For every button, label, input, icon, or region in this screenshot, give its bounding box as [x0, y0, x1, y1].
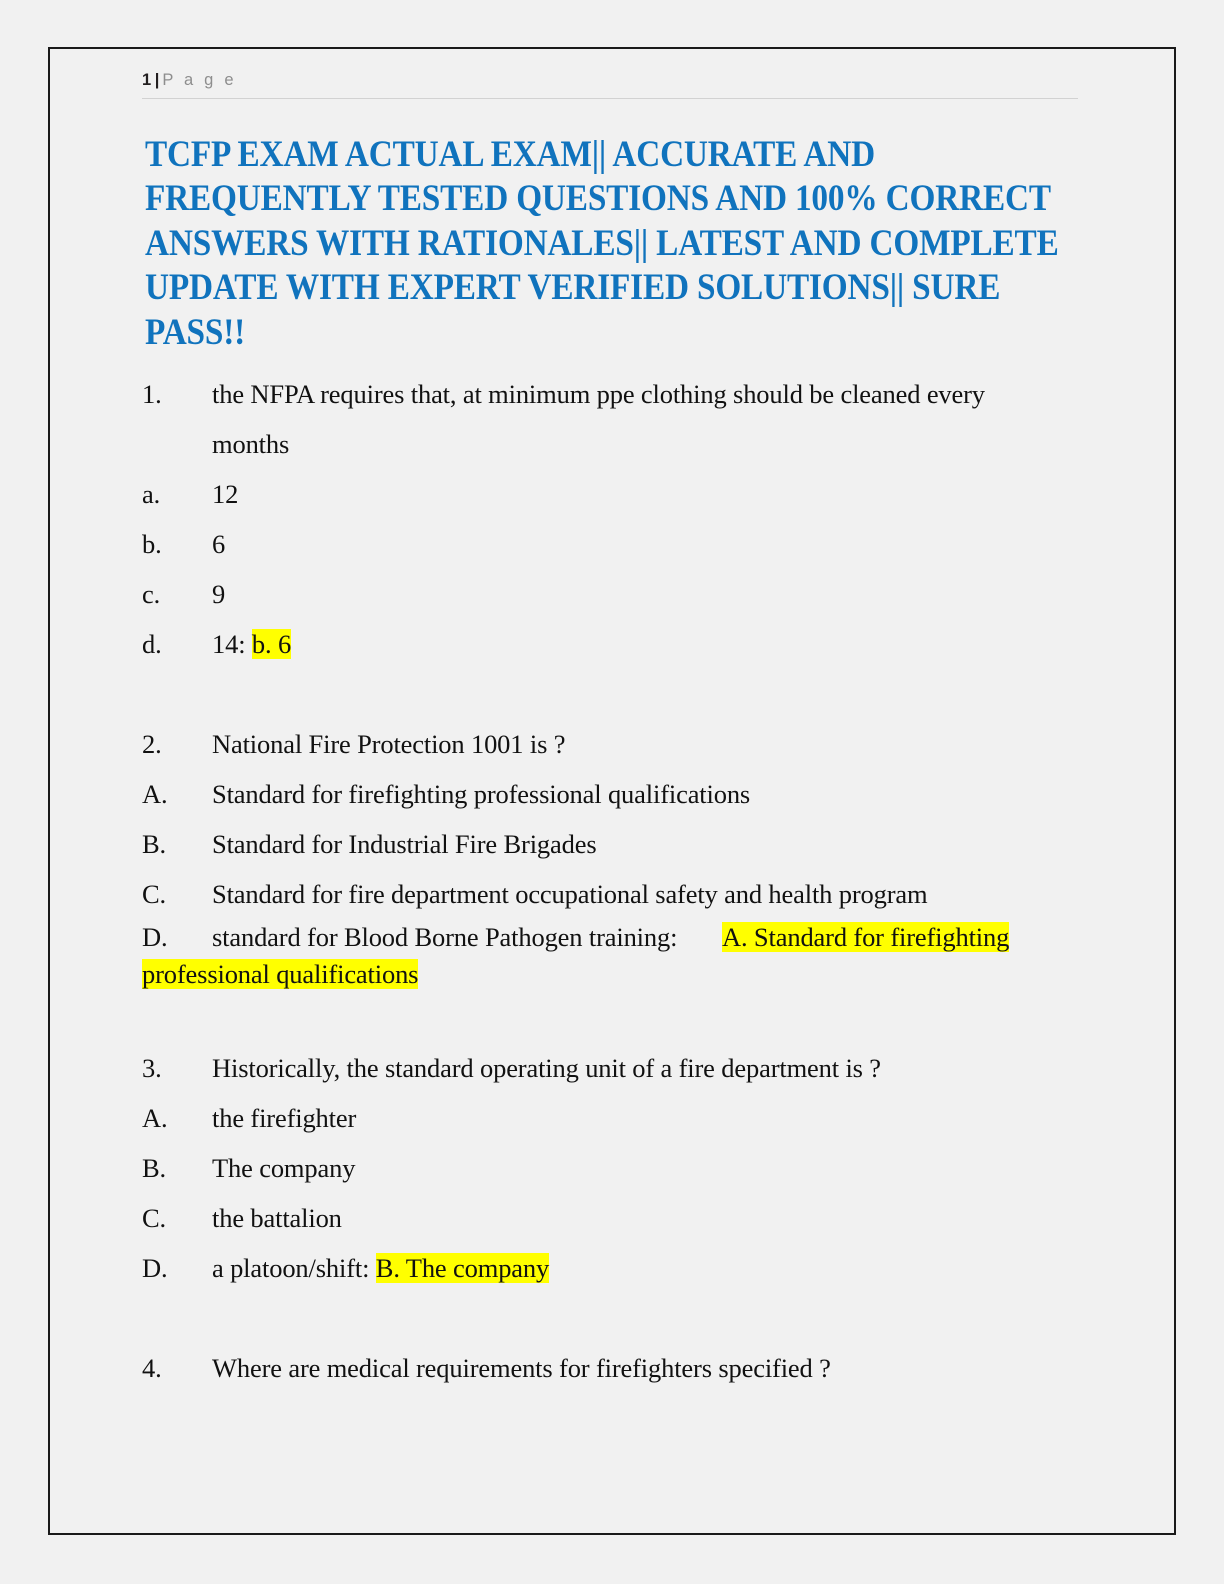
- paragraph-spacer: [142, 669, 1078, 719]
- option-1d[interactable]: [142, 619, 1078, 669]
- running-header: [142, 71, 1078, 97]
- answer-highlight-3: B. The company: [375, 1253, 550, 1284]
- option-2a[interactable]: [142, 769, 1078, 819]
- question-text-1-cont: months: [212, 429, 290, 460]
- question-number-3: 3.: [142, 1053, 162, 1084]
- option-text-1d-prefix: 14:: [212, 629, 252, 660]
- question-prompt-1: [142, 369, 1078, 419]
- option-marker-2a: A.: [142, 779, 168, 810]
- option-marker-1d: d.: [142, 629, 162, 660]
- question-prompt-4: [142, 1343, 1078, 1393]
- question-text-3: Historically, the standard operating unit of a fire department is ?: [212, 1053, 881, 1084]
- option-3a[interactable]: [142, 1093, 1078, 1143]
- option-marker-3d: D.: [142, 1253, 168, 1284]
- option-marker-1c: c.: [142, 579, 161, 610]
- option-1b[interactable]: [142, 519, 1078, 569]
- option-text-2a: Standard for firefighting professional qualifications: [212, 779, 751, 810]
- option-marker-2c: C.: [142, 879, 167, 910]
- header-page-number: 1: [142, 71, 152, 89]
- option-marker-2d: D.: [142, 922, 168, 953]
- option-3c[interactable]: [142, 1193, 1078, 1243]
- header-page-label: P a g e: [162, 71, 237, 89]
- paragraph-spacer: [142, 1293, 1078, 1343]
- option-text-2c: Standard for fire department occupational safety and health program: [212, 879, 928, 910]
- option-2b[interactable]: [142, 819, 1078, 869]
- option-text-1b: 6: [212, 529, 226, 560]
- option-marker-1b: b.: [142, 529, 162, 560]
- document-page: [48, 47, 1176, 1535]
- option-marker-3a: A.: [142, 1103, 168, 1134]
- page-content: [142, 71, 1078, 1393]
- answer-highlight-1: b. 6: [251, 629, 292, 660]
- option-marker-2b: B.: [142, 829, 167, 860]
- question-prompt-3: [142, 1043, 1078, 1093]
- option-text-1a: 12: [212, 479, 239, 510]
- option-text-2d-prefix: standard for Blood Borne Pathogen training:: [212, 922, 678, 953]
- option-marker-3c: C.: [142, 1203, 167, 1234]
- option-marker-3b: B.: [142, 1153, 167, 1184]
- page-title: TCFP EXAM ACTUAL EXAM|| ACCURATE AND FREQUENTLY TESTED QUESTIONS AND 100% CORRECT ANSWERS WITH RATIONALES|| LATEST AND COMPLETE UPDATE WITH EXPERT VERIFIED SOLUTIONS|| SURE PASS!!: [145, 133, 1059, 353]
- option-text-3b: The company: [212, 1153, 356, 1184]
- option-marker-1a: a.: [142, 479, 161, 510]
- question-text-4: Where are medical requirements for firefighters specified ?: [212, 1353, 831, 1384]
- header-divider: [142, 98, 1078, 99]
- option-text-1c: 9: [212, 579, 226, 610]
- option-3b[interactable]: [142, 1143, 1078, 1193]
- question-text-1: the NFPA requires that, at minimum ppe clothing should be cleaned every: [212, 379, 985, 410]
- question-block-1: [142, 369, 1078, 669]
- option-text-3d: [212, 1243, 1078, 1293]
- header-separator: |: [154, 71, 160, 89]
- answer-highlight-2: A. Standard for firefighting professional qualifications: [142, 922, 1010, 990]
- option-text-3a: the firefighter: [212, 1103, 357, 1134]
- question-prompt-2: [142, 719, 1078, 769]
- option-1c[interactable]: [142, 569, 1078, 619]
- option-text-1d: [212, 619, 1078, 669]
- question-number-1: 1.: [142, 379, 162, 410]
- question-text-2: National Fire Protection 1001 is ?: [212, 729, 566, 760]
- option-2c[interactable]: [142, 869, 1078, 919]
- option-text-2b: Standard for Industrial Fire Brigades: [212, 829, 597, 860]
- question-block-2: [142, 719, 1078, 993]
- option-3d[interactable]: [142, 1243, 1078, 1293]
- question-block-3: [142, 1043, 1078, 1293]
- option-text-3c: the battalion: [212, 1203, 342, 1234]
- question-number-2: 2.: [142, 729, 162, 760]
- question-block-4: [142, 1343, 1078, 1393]
- question-number-4: 4.: [142, 1353, 162, 1384]
- option-1a[interactable]: [142, 469, 1078, 519]
- option-text-3d-prefix: a platoon/shift:: [212, 1253, 376, 1284]
- paragraph-spacer: [142, 993, 1078, 1043]
